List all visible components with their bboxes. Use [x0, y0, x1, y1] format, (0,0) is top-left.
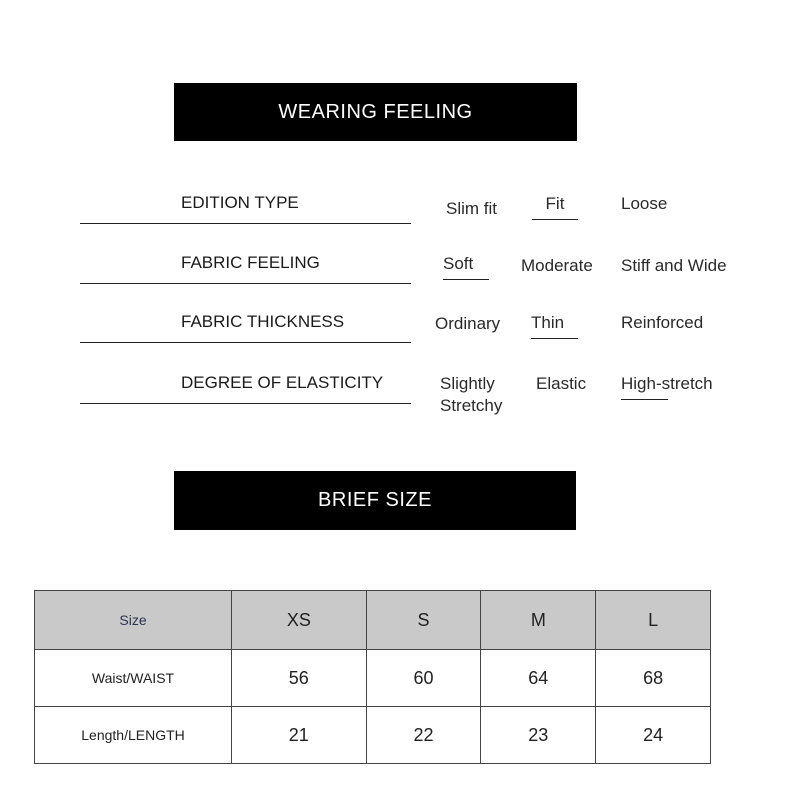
table-cell: 22 [366, 707, 481, 764]
option-fit-selected: Fit [532, 193, 578, 220]
attr-label-edition-type: EDITION TYPE [80, 193, 411, 224]
option-stiff-and-wide: Stiff and Wide [621, 256, 727, 275]
brief-size-banner [174, 471, 576, 530]
size-header-s: S [366, 591, 481, 650]
option-slim-fit: Slim fit [446, 199, 497, 218]
size-header-l: L [596, 591, 711, 650]
size-header-xs: XS [232, 591, 367, 650]
size-table-header-row [35, 591, 711, 650]
size-header-label: Size [35, 591, 232, 650]
table-cell: 24 [596, 707, 711, 764]
table-cell: 68 [596, 650, 711, 707]
option-loose: Loose [621, 194, 668, 213]
option-moderate: Moderate [521, 256, 593, 275]
option-reinforced: Reinforced [621, 313, 704, 332]
table-cell: 60 [366, 650, 481, 707]
wearing-feeling-banner [174, 83, 577, 141]
table-cell: 56 [232, 650, 367, 707]
table-row-waist [35, 650, 711, 707]
option-slightly-stretchy: Slightly Stretchy [440, 374, 503, 415]
table-row-length [35, 707, 711, 764]
option-thin-selected: Thin [531, 312, 578, 339]
option-high-stretch-selected: High-stretch [621, 373, 668, 400]
wearing-feeling-title: WEARING FEELING [278, 100, 473, 123]
option-soft-selected: Soft [443, 253, 489, 280]
table-cell: 21 [232, 707, 367, 764]
option-elastic: Elastic [536, 374, 587, 393]
size-header-m: M [481, 591, 596, 650]
row-label-length: Length/LENGTH [35, 707, 232, 764]
table-cell: 64 [481, 650, 596, 707]
attr-label-degree-of-elasticity: DEGREE OF ELASTICITY [80, 373, 411, 404]
attr-label-fabric-thickness: FABRIC THICKNESS [80, 312, 411, 343]
size-table [34, 590, 711, 764]
option-ordinary: Ordinary [435, 314, 501, 333]
attr-label-fabric-feeling: FABRIC FEELING [80, 253, 411, 284]
row-label-waist: Waist/WAIST [35, 650, 232, 707]
brief-size-title: BRIEF SIZE [318, 489, 432, 511]
table-cell: 23 [481, 707, 596, 764]
